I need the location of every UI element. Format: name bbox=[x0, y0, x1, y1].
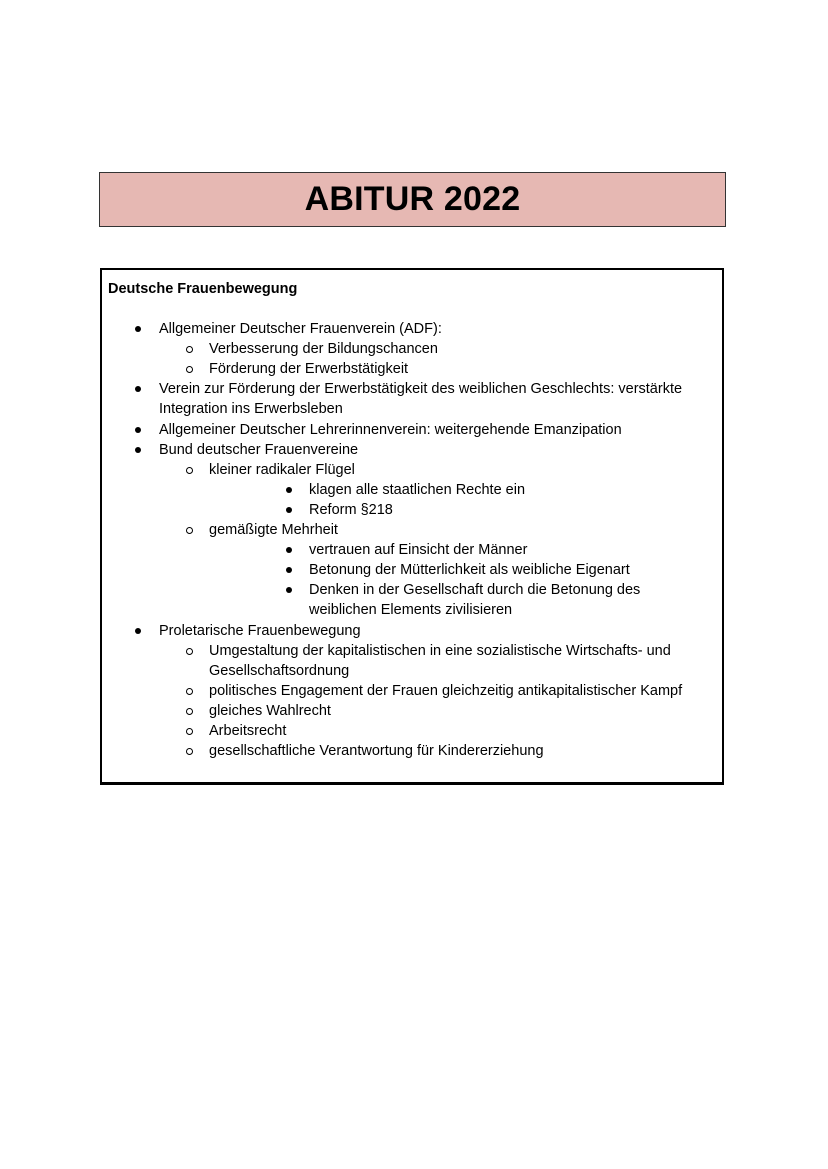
disc-bullet-icon bbox=[286, 567, 292, 573]
list-item-text: Reform §218 bbox=[309, 501, 393, 518]
list-item-text: Proletarische Frauenbewegung bbox=[159, 622, 361, 639]
list-item-text: Denken in der Gesellschaft durch die Betonung des bbox=[309, 582, 641, 599]
list-item-text: Allgemeiner Deutscher Lehrerinnenverein: weitergehende Emanzipation bbox=[159, 421, 622, 438]
list-item-text: Betonung der Mütterlichkeit als weibliche Eigenart bbox=[309, 562, 630, 579]
list-item-text: gesellschaftliche Verantwortung für Kindererziehung bbox=[209, 743, 544, 760]
list-item-text: Förderung der Erwerbstätigkeit bbox=[209, 361, 409, 378]
circle-bullet-icon bbox=[186, 467, 193, 474]
list-item-text: Integration ins Erwerbsleben bbox=[159, 401, 343, 418]
list-item-text: Bund deutscher Frauenvereine bbox=[159, 441, 359, 458]
section-heading: Deutsche Frauenbewegung bbox=[108, 281, 298, 297]
list-item-text: Arbeitsrecht bbox=[209, 723, 287, 739]
disc-bullet-icon bbox=[135, 326, 141, 332]
disc-bullet-icon bbox=[286, 507, 292, 513]
circle-bullet-icon bbox=[186, 688, 193, 695]
disc-bullet-icon bbox=[135, 628, 141, 634]
list-item-text: politisches Engagement der Frauen gleichzeitig antikapitalistischer Kampf bbox=[209, 682, 683, 699]
disc-bullet-icon bbox=[135, 427, 141, 433]
disc-bullet-icon bbox=[135, 447, 141, 453]
list-item-text: klagen alle staatlichen Rechte ein bbox=[309, 481, 526, 498]
disc-bullet-icon bbox=[135, 386, 141, 392]
list-item-text: Verein zur Förderung der Erwerbstätigkeit des weiblichen Geschlechts: verstärkte bbox=[159, 381, 683, 398]
disc-bullet-icon bbox=[286, 487, 292, 493]
list-item-text: Verbesserung der Bildungschancen bbox=[209, 341, 438, 358]
list-item-text: Umgestaltung der kapitalistischen in eine sozialistische Wirtschafts- und bbox=[209, 642, 671, 659]
content-box bbox=[100, 268, 724, 784]
circle-bullet-icon bbox=[186, 708, 193, 715]
list-item-text: gleiches Wahlrecht bbox=[209, 702, 331, 719]
list-item-text: kleiner radikaler Flügel bbox=[209, 461, 355, 478]
page-title: ABITUR 2022 bbox=[304, 180, 521, 218]
circle-bullet-icon bbox=[186, 728, 193, 735]
circle-bullet-icon bbox=[186, 527, 193, 534]
list-item-text: Allgemeiner Deutscher Frauenverein (ADF): bbox=[159, 321, 442, 337]
circle-bullet-icon bbox=[186, 366, 193, 373]
disc-bullet-icon bbox=[286, 587, 292, 593]
disc-bullet-icon bbox=[286, 547, 292, 553]
list-item-text: weiblichen Elements zivilisieren bbox=[309, 602, 513, 619]
circle-bullet-icon bbox=[186, 748, 193, 755]
circle-bullet-icon bbox=[186, 648, 193, 655]
circle-bullet-icon bbox=[186, 346, 193, 353]
list-item-text: vertrauen auf Einsicht der Männer bbox=[309, 542, 528, 559]
list-item-text: gemäßigte Mehrheit bbox=[209, 522, 338, 538]
list-item-text: Gesellschaftsordnung bbox=[209, 662, 350, 679]
title-banner bbox=[99, 172, 726, 227]
